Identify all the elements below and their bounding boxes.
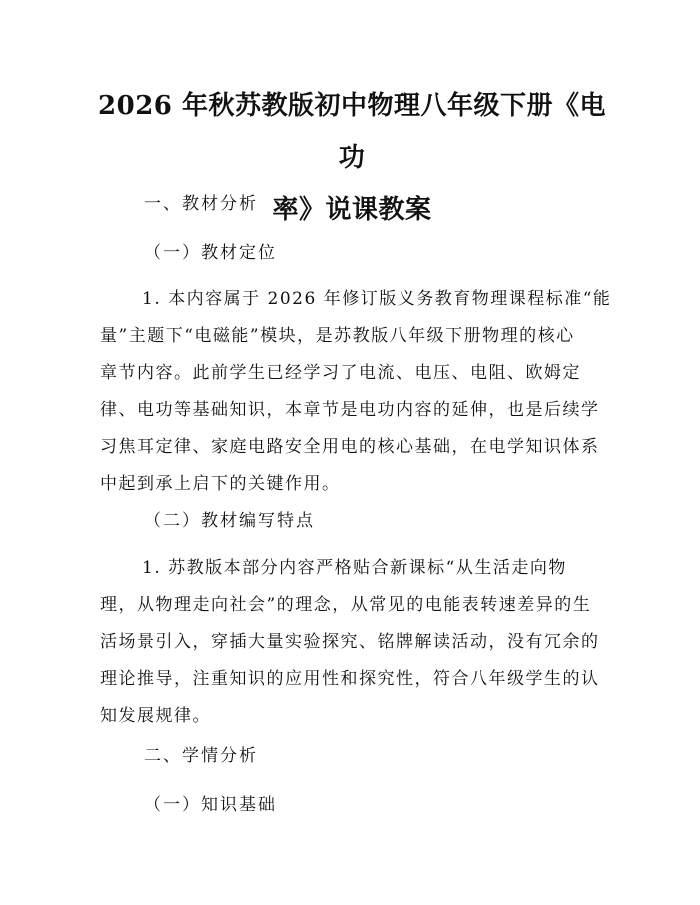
subsection-heading-textbook-position: （一）教材定位 [144,243,277,263]
paragraph-line: 中起到承上启下的关键作用。 [100,474,341,494]
section-heading-textbook-analysis: 一、教材分析 [144,194,258,214]
paragraph-textbook-position [100,281,612,503]
paragraph-line: 量”主题下“电磁能”模块，是苏教版八年级下册物理的核心 [100,326,575,346]
paragraph-line: 1. 本内容属于 2026 年修订版义务教育物理课程标准“能 [142,289,612,309]
paragraph-line: 章节内容。此前学生已经学习了电流、电压、电阻、欧姆定 [100,363,581,383]
paragraph-writing-features [100,550,600,735]
paragraph-line: 理论推导，注重知识的应用性和探究性，符合八年级学生的认 [100,669,600,689]
paragraph-line: 习焦耳定律、家庭电路安全用电的核心基础，在电学知识体系 [100,437,600,457]
paragraph-line: 理，从物理走向社会”的理念，从常见的电能表转速差异的生 [100,595,592,615]
paragraph-line: 律、电功等基础知识，本章节是电功内容的延伸，也是后续学 [100,400,600,420]
title-line-1: 2026 年秋苏教版初中物理八年级下册《电功 [98,91,606,173]
subsection-heading-knowledge-base: （一）知识基础 [144,795,277,815]
paragraph-line: 知发展规律。 [100,706,211,726]
section-heading-learner-analysis: 二、学情分析 [144,746,258,766]
paragraph-line: 活场景引入，穿插大量实验探究、铭牌解读活动，没有冗余的 [100,632,600,652]
title-line-2: 率》说课教案 [272,195,432,225]
paragraph-line: 1. 苏教版本部分内容严格贴合新课标“从生活走向物 [142,558,567,578]
subsection-heading-writing-features: （二）教材编写特点 [144,511,315,531]
